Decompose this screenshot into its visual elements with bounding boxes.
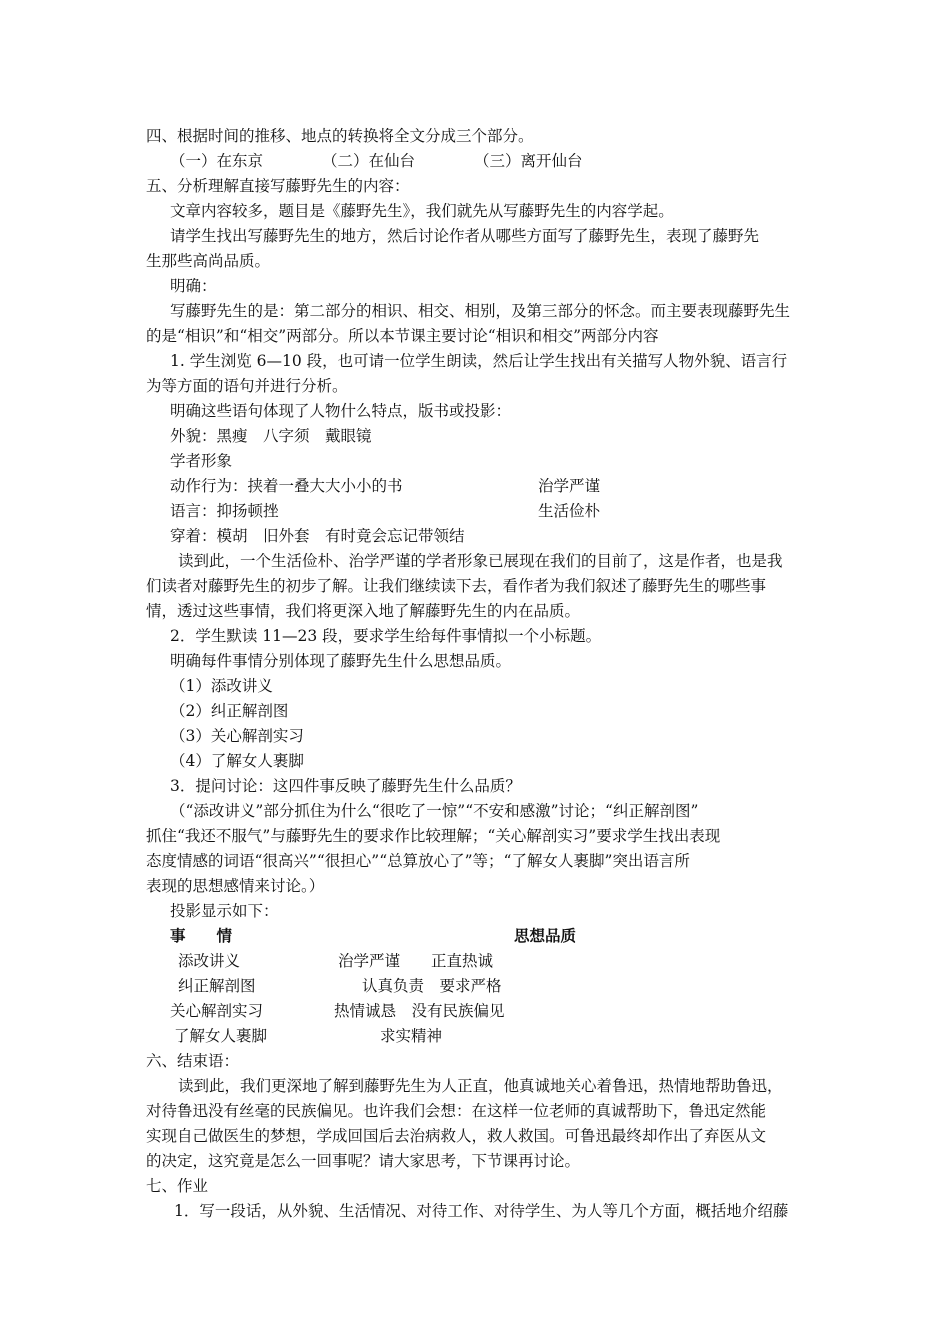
paragraph: 明确这些语句体现了人物什么特点，版书或投影： — [170, 402, 512, 420]
table-event: 了解女人裹脚 — [174, 1027, 268, 1045]
paragraph: 明确每件事情分别体现了藤野先生什么思想品质。 — [170, 652, 512, 670]
event-item: （1）添改讲义 — [170, 677, 273, 695]
paragraph: 学者形象 — [170, 452, 233, 470]
paragraph: 情，透过这些事情，我们将更深入地了解藤野先生的内在品质。 — [146, 602, 581, 620]
paragraph: 抓住“我还不服气”与藤野先生的要求作比较理解；“关心解剖实习”要求学生找出表现 — [146, 827, 721, 845]
paragraph: 读到此，一个生活俭朴、治学严谨的学者形象已展现在我们的目前了，这是作者，也是我 — [178, 552, 783, 570]
paragraph: 写藤野先生的是：第二部分的相识、相交、相别，及第三部分的怀念。而主要表现藤野先生 — [170, 302, 791, 320]
paragraph: 动作行为：挟着一叠大大小小的书 — [170, 477, 403, 495]
table-event: 纠正解剖图 — [178, 977, 256, 995]
section-5-heading: 五、分析理解直接写藤野先生的内容： — [146, 177, 410, 195]
paragraph: 态度情感的词语“很高兴”“很担心”“总算放心了”等；“了解女人裹脚”突出语言所 — [146, 852, 690, 870]
part-1: （一）在东京 — [170, 152, 264, 170]
paragraph: 语言：抑扬顿挫 — [170, 502, 279, 520]
paragraph: 的决定，这究竟是怎么一回事呢？请大家思考，下节课再讨论。 — [146, 1152, 581, 1170]
paragraph: 生那些高尚品质。 — [146, 252, 271, 270]
paragraph: 的是“相识”和“相交”两部分。所以本节课主要讨论“相识和相交”两部分内容 — [146, 327, 659, 345]
list-item: 2．学生默读 11—23 段，要求学生给每件事情拟一个小标题。 — [170, 627, 602, 645]
paragraph: 请学生找出写藤野先生的地方，然后讨论作者从哪些方面写了藤野先生，表现了藤野先 — [170, 227, 760, 245]
homework-item: 1．写一段话，从外貌、生活情况、对待工作、对待学生、为人等几个方面，概括地介绍藤 — [174, 1202, 789, 1220]
paragraph: （“添改讲义”部分抓住为什么“很吃了一惊”“不安和感激”讨论；“纠正解剖图” — [170, 802, 699, 820]
paragraph: 明确： — [170, 277, 217, 295]
part-3: （三）离开仙台 — [474, 152, 583, 170]
trait: 生活俭朴 — [538, 502, 601, 520]
event-item: （2）纠正解剖图 — [170, 702, 289, 720]
section-7-heading: 七、作业 — [146, 1177, 209, 1195]
paragraph: 实现自己做医生的梦想，学成回国后去治病救人，救人救国。可鲁迅最终却作出了弃医从文 — [146, 1127, 767, 1145]
paragraph: 对待鲁迅没有丝毫的民族偏见。也许我们会想：在这样一位老师的真诚帮助下，鲁迅定然能 — [146, 1102, 767, 1120]
list-item: 1. 学生浏览 6—10 段，也可请一位学生朗读，然后让学生找出有关描写人物外貌、语言行 — [170, 352, 788, 370]
trait: 治学严谨 — [538, 477, 601, 495]
paragraph: 文章内容较多，题目是《藤野先生》，我们就先从写藤野先生的内容学起。 — [170, 202, 674, 220]
list-item: 3．提问讨论：这四件事反映了藤野先生什么品质？ — [170, 777, 521, 795]
event-item: （4）了解女人裹脚 — [170, 752, 304, 770]
list-item: 为等方面的语句并进行分析。 — [146, 377, 348, 395]
table-header-event: 事 情 — [170, 926, 233, 945]
part-2: （二）在仙台 — [322, 152, 416, 170]
section-4-heading: 四、根据时间的推移、地点的转换将全文分成三个部分。 — [146, 127, 534, 145]
table-event: 添改讲义 — [178, 952, 241, 970]
table-event: 关心解剖实习 — [170, 1002, 264, 1020]
paragraph: 穿着：模胡 旧外套 有时竟会忘记带领结 — [170, 527, 465, 545]
paragraph: 外貌：黑瘦 八字须 戴眼镜 — [170, 427, 372, 445]
table-quality: 治学严谨 正直热诚 — [338, 952, 494, 970]
event-item: （3）关心解剖实习 — [170, 727, 304, 745]
paragraph: 投影显示如下： — [170, 902, 279, 920]
table-quality: 热情诚恳 没有民族偏见 — [334, 1002, 505, 1020]
paragraph: 读到此，我们更深地了解到藤野先生为人正直，他真诚地关心着鲁迅，热情地帮助鲁迅， — [178, 1077, 783, 1095]
table-header-quality: 思想品质 — [514, 926, 577, 945]
table-quality: 求实精神 — [380, 1027, 443, 1045]
table-quality: 认真负责 要求严格 — [362, 977, 502, 995]
paragraph: 们读者对藤野先生的初步了解。让我们继续读下去，看作者为我们叙述了藤野先生的哪些事 — [146, 577, 767, 595]
section-6-heading: 六、结束语： — [146, 1052, 240, 1070]
paragraph: 表现的思想感情来讨论。） — [146, 877, 325, 895]
